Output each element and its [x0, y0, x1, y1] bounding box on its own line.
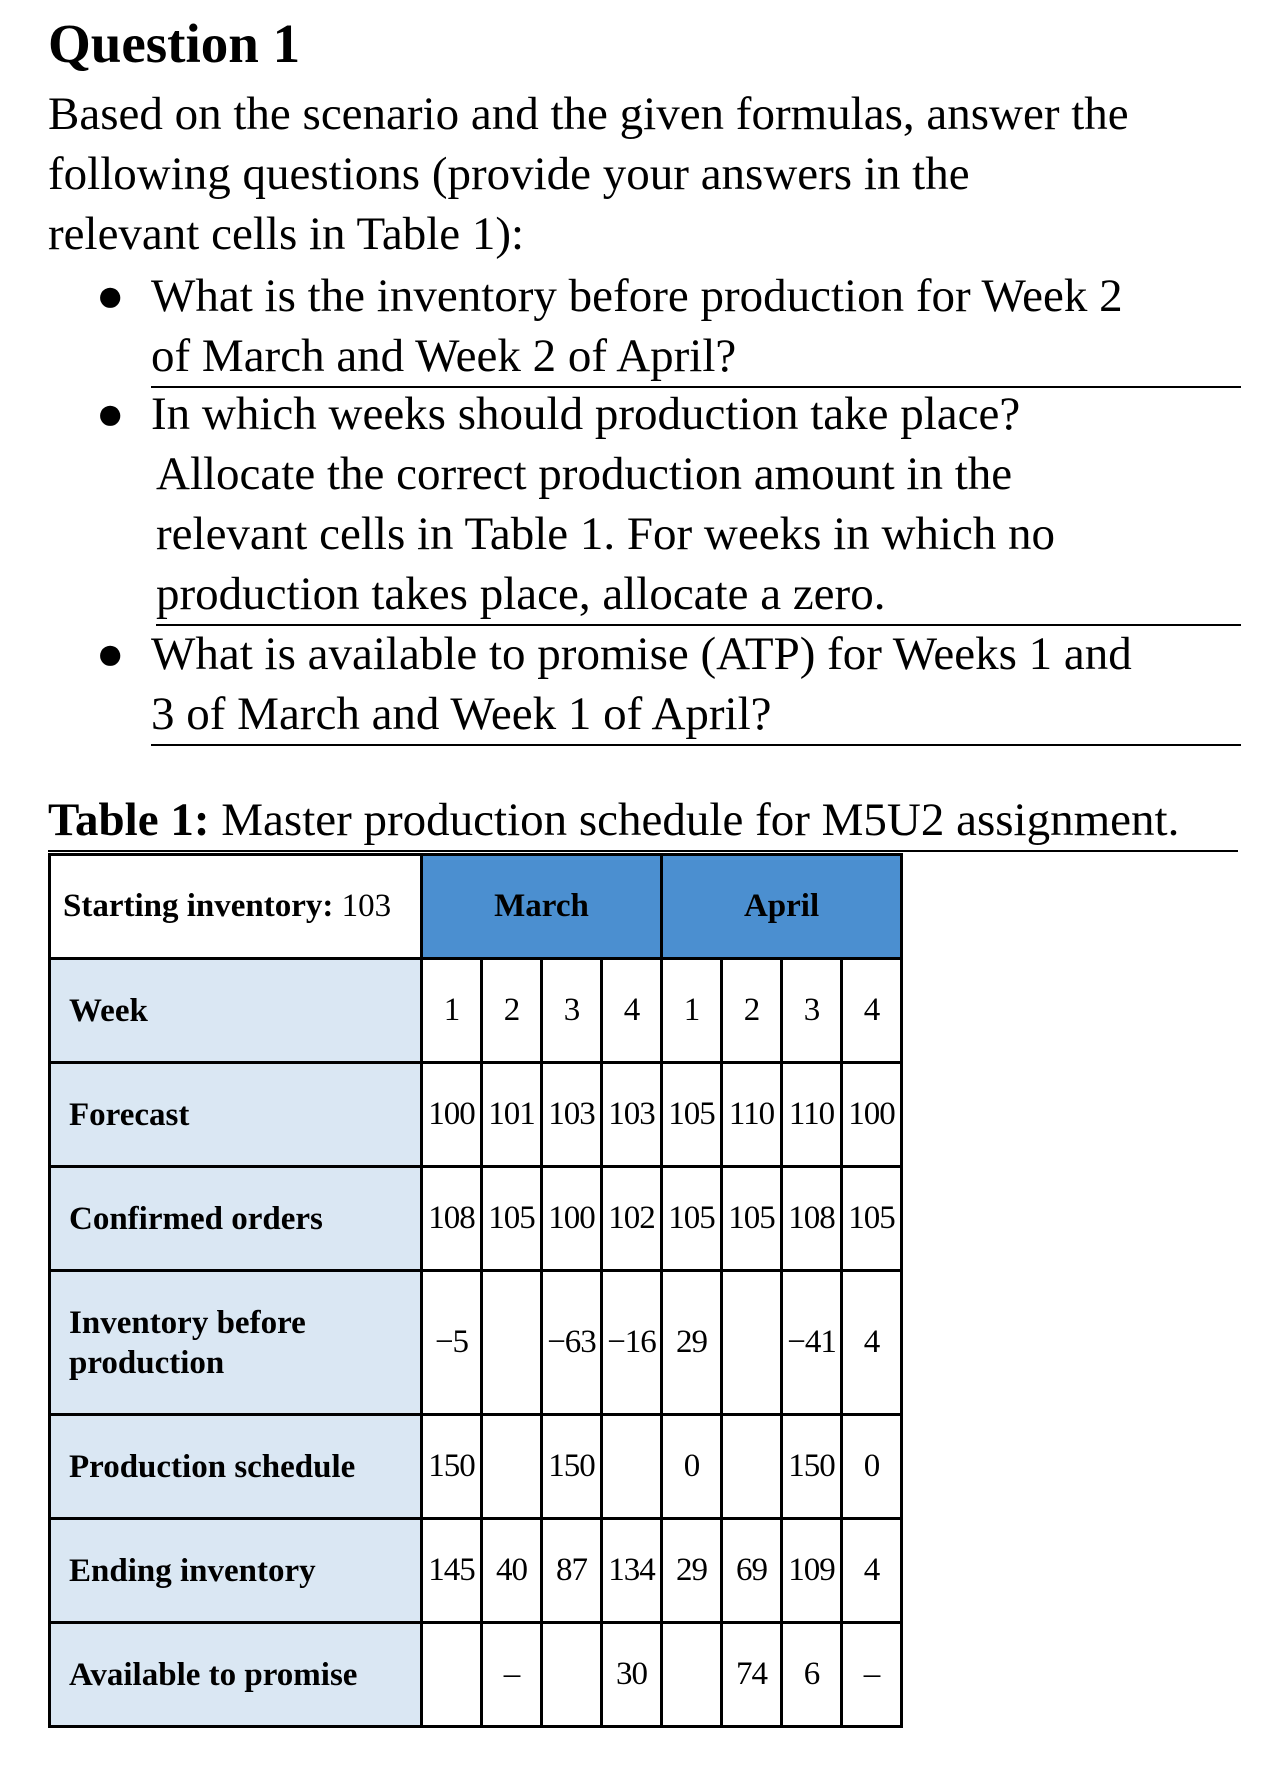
question-line: production takes place, allocate a zero. — [156, 564, 1241, 626]
question-item-3 — [96, 624, 1246, 746]
month-header-march: March — [422, 855, 662, 959]
table-row — [50, 1519, 902, 1623]
table-cell: 150 — [782, 1415, 842, 1519]
bullet-icon: ● — [96, 388, 125, 440]
starting-inventory-label: Starting inventory: — [63, 888, 334, 924]
row-header: Inventory before production — [50, 1271, 422, 1415]
table-cell: 105 — [662, 1063, 722, 1167]
table-cell: 100 — [542, 1167, 602, 1271]
table-cell: 150 — [542, 1415, 602, 1519]
table-cell: 1 — [662, 959, 722, 1063]
table-cell: 100 — [422, 1063, 482, 1167]
row-header: Available to promise — [50, 1623, 422, 1727]
table-cell: 0 — [842, 1415, 902, 1519]
table-cell: 103 — [542, 1063, 602, 1167]
table-cell: 145 — [422, 1519, 482, 1623]
table-cell: −41 — [782, 1271, 842, 1415]
table-cell — [722, 1415, 782, 1519]
table-cell: 102 — [602, 1167, 662, 1271]
table-row — [50, 1063, 902, 1167]
question-line: of March and Week 2 of April? — [151, 326, 1241, 388]
table-cell: 134 — [602, 1519, 662, 1623]
table-cell — [482, 1271, 542, 1415]
table-row — [50, 959, 902, 1063]
table-cell: – — [842, 1623, 902, 1727]
table-cell — [662, 1623, 722, 1727]
table-cell: 4 — [842, 959, 902, 1063]
master-production-schedule-table — [48, 853, 903, 1728]
table-cell: 30 — [602, 1623, 662, 1727]
table-cell: 40 — [482, 1519, 542, 1623]
table-cell: 101 — [482, 1063, 542, 1167]
table-cell: 4 — [842, 1271, 902, 1415]
starting-inventory-value: 103 — [333, 888, 392, 924]
table-cell: 74 — [722, 1623, 782, 1727]
table-cell: 105 — [842, 1167, 902, 1271]
table-row — [50, 1271, 902, 1415]
table-cell: 109 — [782, 1519, 842, 1623]
question-line: relevant cells in Table 1. For weeks in which no — [156, 508, 1056, 560]
question-item-1 — [96, 266, 1246, 388]
question-intro — [48, 84, 1268, 264]
table-cell: 103 — [602, 1063, 662, 1167]
table-cell: 2 — [722, 959, 782, 1063]
starting-inventory-cell — [50, 855, 422, 959]
table-cell: 108 — [422, 1167, 482, 1271]
question-title: Question 1 — [48, 13, 301, 74]
table-cell: 4 — [842, 1519, 902, 1623]
intro-line: Based on the scenario and the given formulas, answer the — [48, 88, 1129, 140]
table-cell: −63 — [542, 1271, 602, 1415]
bullet-icon: ● — [96, 270, 125, 322]
table-header-row — [50, 855, 902, 959]
table-cell: 3 — [542, 959, 602, 1063]
table-row — [50, 1623, 902, 1727]
question-line: 3 of March and Week 1 of April? — [151, 684, 1241, 746]
table-cell: 29 — [662, 1519, 722, 1623]
question-line: In which weeks should production take place? — [151, 388, 1021, 440]
question-list — [96, 266, 1246, 746]
question-item-2 — [96, 384, 1246, 626]
table-caption — [48, 790, 1238, 852]
intro-line: relevant cells in Table 1): — [48, 208, 525, 260]
table-cell: −16 — [602, 1271, 662, 1415]
table-cell: 105 — [482, 1167, 542, 1271]
table-cell: 1 — [422, 959, 482, 1063]
table-caption-text: Master production schedule for M5U2 assignment. — [209, 794, 1180, 846]
table-cell: 3 — [782, 959, 842, 1063]
table-caption-label: Table 1: — [48, 794, 210, 846]
table-cell: −5 — [422, 1271, 482, 1415]
table-cell: 110 — [722, 1063, 782, 1167]
question-line: What is available to promise (ATP) for Weeks 1 and — [151, 628, 1132, 680]
table-cell: 0 — [662, 1415, 722, 1519]
bullet-icon: ● — [96, 628, 125, 680]
month-header-april: April — [662, 855, 902, 959]
row-header: Confirmed orders — [50, 1167, 422, 1271]
table-row — [50, 1167, 902, 1271]
table-cell: 108 — [782, 1167, 842, 1271]
row-header: Forecast — [50, 1063, 422, 1167]
table-cell: 100 — [842, 1063, 902, 1167]
table-cell: 29 — [662, 1271, 722, 1415]
table-cell: 87 — [542, 1519, 602, 1623]
table-cell: 6 — [782, 1623, 842, 1727]
table-cell: 110 — [782, 1063, 842, 1167]
table-cell: – — [482, 1623, 542, 1727]
table-cell — [722, 1271, 782, 1415]
table-cell: 105 — [662, 1167, 722, 1271]
table-cell: 105 — [722, 1167, 782, 1271]
intro-line: following questions (provide your answers in the — [48, 148, 970, 200]
row-header: Week — [50, 959, 422, 1063]
table-cell: 2 — [482, 959, 542, 1063]
table-cell — [542, 1623, 602, 1727]
table-cell — [482, 1415, 542, 1519]
table-cell — [422, 1623, 482, 1727]
table-cell: 4 — [602, 959, 662, 1063]
table-cell: 150 — [422, 1415, 482, 1519]
question-line: Allocate the correct production amount in the — [156, 448, 1013, 500]
row-header: Ending inventory — [50, 1519, 422, 1623]
table-row — [50, 1415, 902, 1519]
row-header: Production schedule — [50, 1415, 422, 1519]
table-cell — [602, 1415, 662, 1519]
table-cell: 69 — [722, 1519, 782, 1623]
question-line: What is the inventory before production for Week 2 — [151, 270, 1123, 322]
